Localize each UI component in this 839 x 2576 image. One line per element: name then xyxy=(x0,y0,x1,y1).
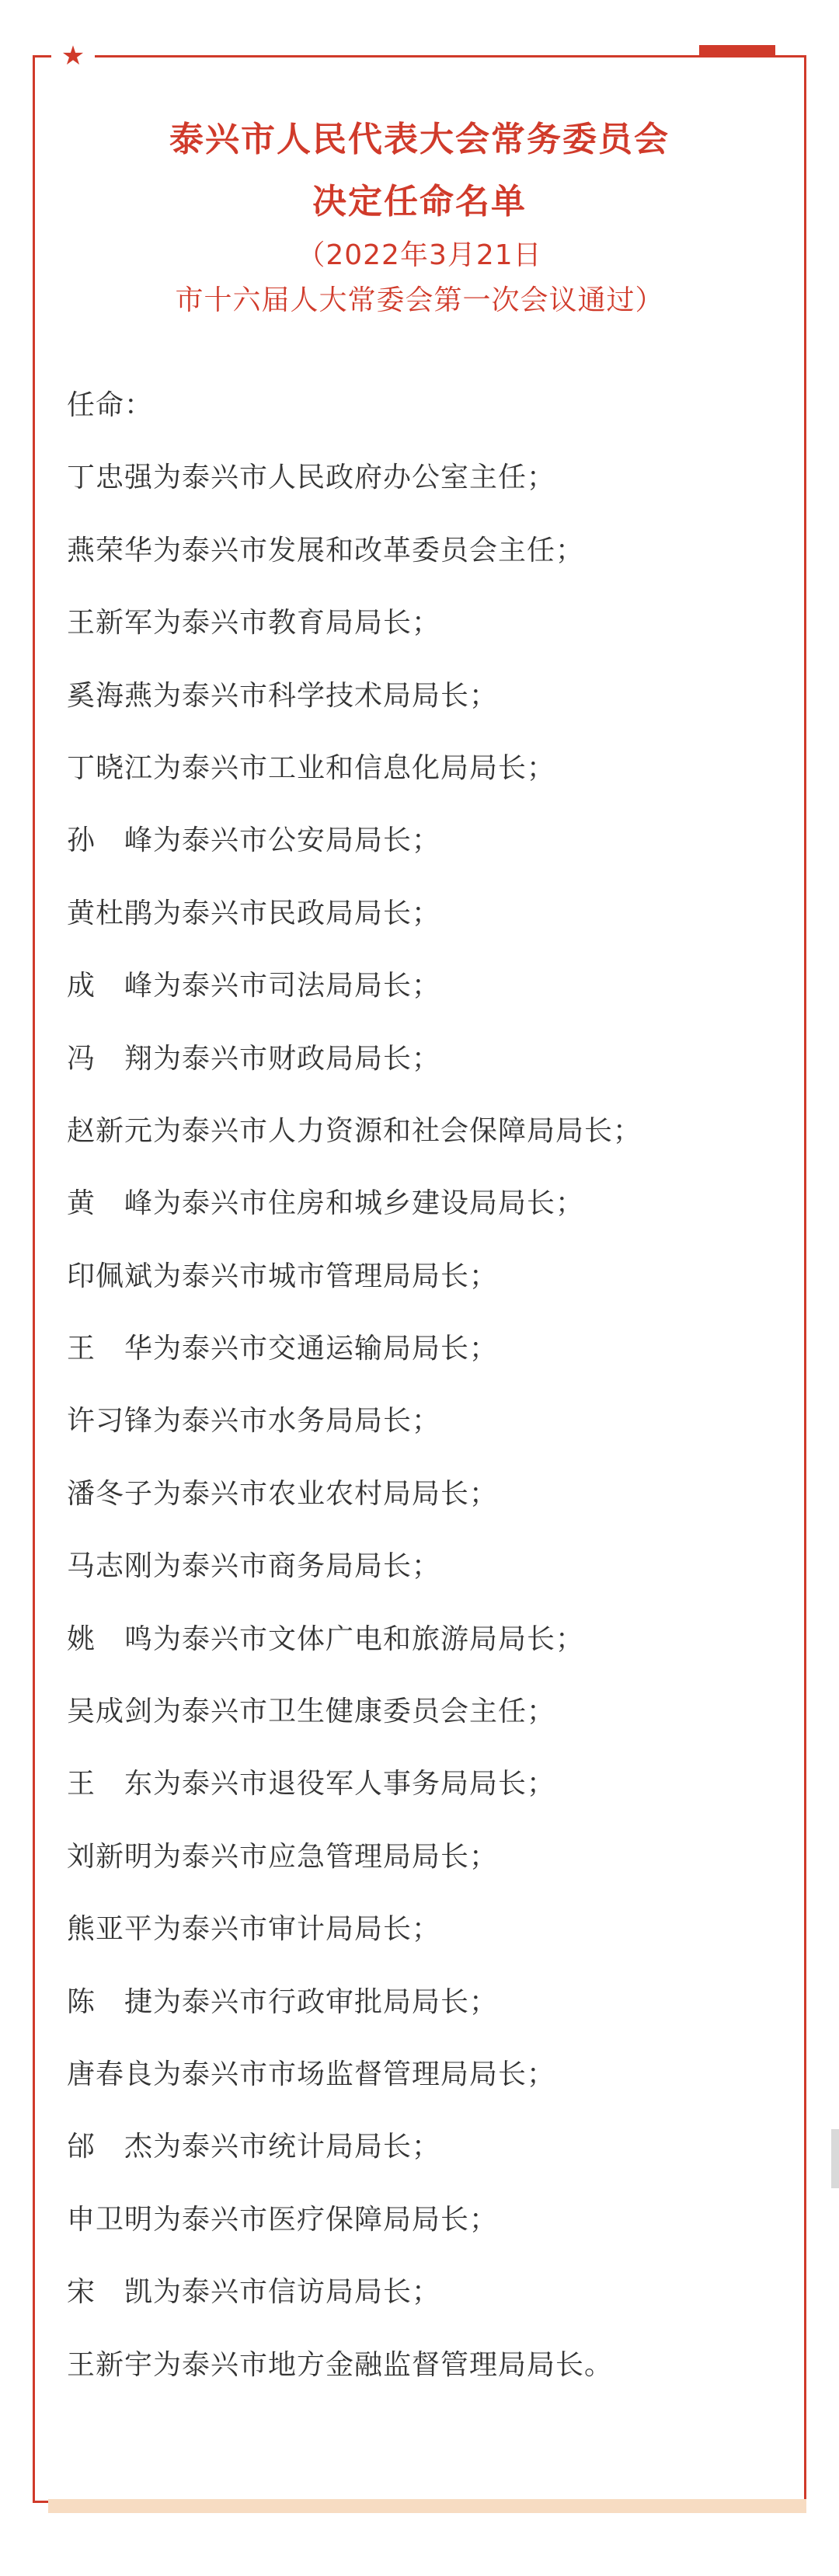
list-item: 燕荣华为泰兴市发展和改革委员会主任； xyxy=(67,534,585,566)
list-item: 宋 凯为泰兴市信访局局长； xyxy=(67,2276,441,2309)
bottom-accent-bar xyxy=(48,2499,806,2513)
star-icon: ★ xyxy=(61,40,85,71)
list-item: 王新军为泰兴市教育局局长； xyxy=(67,607,441,640)
list-item: 王 华为泰兴市交通运输局局长； xyxy=(67,1333,499,1365)
appointment-list xyxy=(67,382,766,2414)
list-item: 印佩斌为泰兴市城市管理局局长； xyxy=(67,1260,499,1292)
list-heading: 任命： xyxy=(67,389,154,421)
page-title: 泰兴市人民代表大会常务委员会 xyxy=(169,120,670,159)
list-item: 奚海燕为泰兴市科学技术局局长； xyxy=(67,679,499,712)
list-item: 马志刚为泰兴市商务局局长； xyxy=(67,1550,441,1583)
list-item: 邰 杰为泰兴市统计局局长； xyxy=(67,2131,441,2163)
list-item: 成 峰为泰兴市司法局局长； xyxy=(67,970,441,1002)
list-item: 姚 鸣为泰兴市文体广电和旅游局局长； xyxy=(67,1623,585,1655)
list-item: 申卫明为泰兴市医疗保障局局长； xyxy=(67,2203,499,2236)
list-item: 丁晓江为泰兴市工业和信息化局局长； xyxy=(67,751,556,784)
list-item: 丁忠强为泰兴市人民政府办公室主任； xyxy=(67,462,556,494)
list-item: 孙 峰为泰兴市公安局局长； xyxy=(67,824,441,857)
list-item: 吴成剑为泰兴市卫生健康委员会主任； xyxy=(67,1696,556,1728)
list-item: 唐春良为泰兴市市场监督管理局局长； xyxy=(67,2058,556,2090)
meeting-date: （2022年3月21日 xyxy=(297,239,542,271)
list-item: 熊亚平为泰兴市审计局局长； xyxy=(67,1913,441,1946)
list-item: 赵新元为泰兴市人力资源和社会保障局局长； xyxy=(67,1114,642,1147)
meeting-name: 市十六届人大常委会第一次会议通过） xyxy=(175,284,664,316)
list-item: 许习锋为泰兴市水务局局长； xyxy=(67,1405,441,1438)
list-item: 刘新明为泰兴市应急管理局局长； xyxy=(67,1840,499,1873)
list-item: 王 东为泰兴市退役军人事务局局长； xyxy=(67,1768,556,1800)
top-accent-tab xyxy=(699,45,775,58)
scrollbar-thumb[interactable] xyxy=(831,2129,839,2188)
list-item: 陈 捷为泰兴市行政审批局局长； xyxy=(67,1985,499,2018)
page-subtitle: 决定任命名单 xyxy=(312,182,527,221)
list-item: 冯 翔为泰兴市财政局局长； xyxy=(67,1042,441,1075)
list-item: 王新宇为泰兴市地方金融监督管理局局长。 xyxy=(67,2348,614,2381)
list-item: 潘冬子为泰兴市农业农村局局长； xyxy=(67,1477,499,1510)
list-item: 黄杜鹃为泰兴市民政局局长； xyxy=(67,897,441,929)
list-item: 黄 峰为泰兴市住房和城乡建设局局长； xyxy=(67,1187,585,1220)
document-header xyxy=(33,109,806,323)
